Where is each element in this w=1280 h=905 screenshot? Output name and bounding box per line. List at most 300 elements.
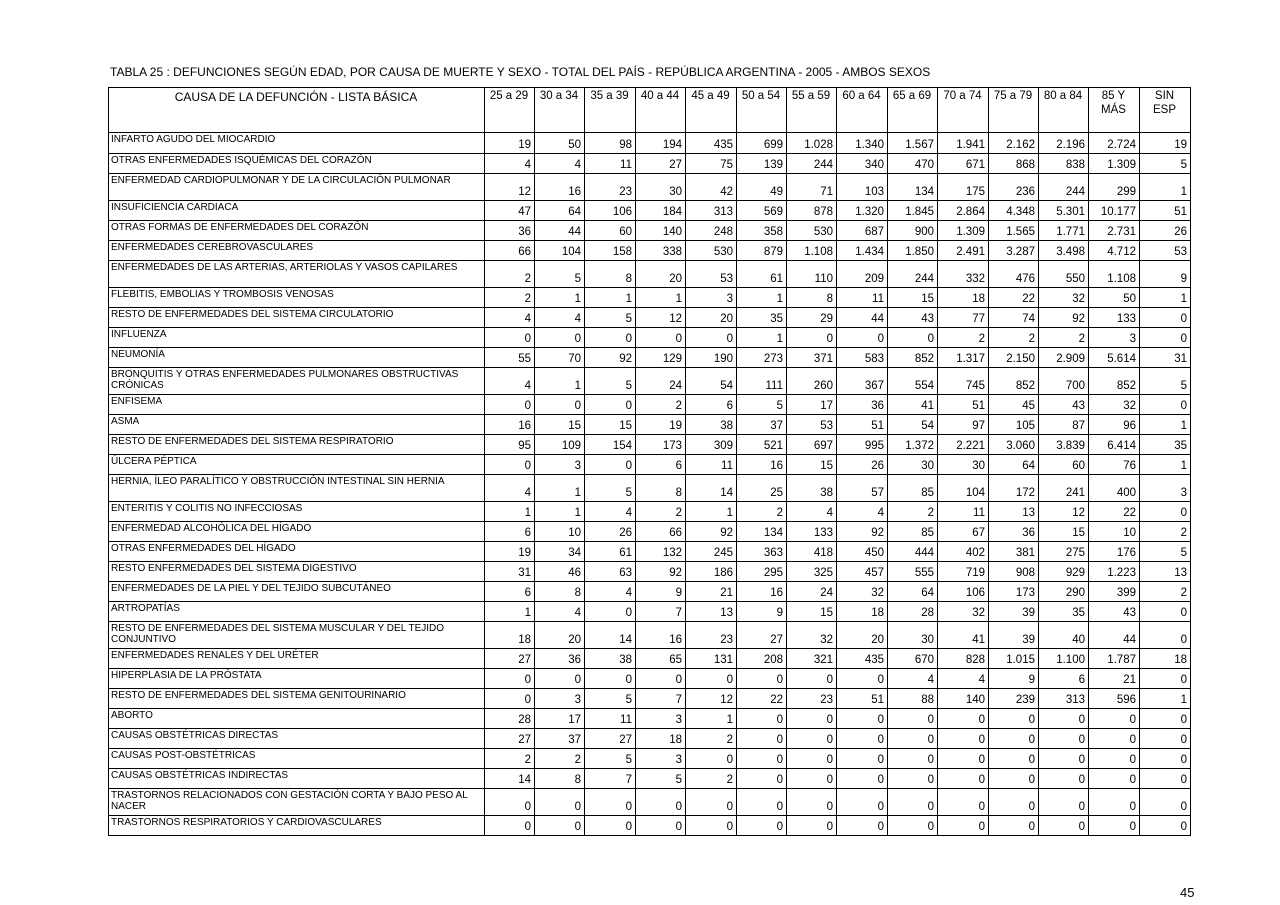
table-row (109, 649, 1191, 669)
value-cell: 0 (1140, 789, 1191, 816)
value-cell: 0 (585, 395, 636, 415)
value-cell: 27 (737, 622, 787, 649)
value-cell: 15 (888, 288, 938, 308)
value-cell: 0 (1089, 769, 1140, 789)
value-cell: 54 (888, 415, 938, 435)
value-cell: 1 (1140, 415, 1191, 435)
table-row (109, 395, 1191, 415)
value-cell: 470 (888, 154, 938, 174)
value-cell: 96 (1089, 415, 1140, 435)
value-cell: 0 (938, 729, 989, 749)
table-row (109, 542, 1191, 562)
value-cell: 39 (989, 622, 1039, 649)
value-cell: 0 (989, 769, 1039, 789)
column-header: 30 a 34 (535, 88, 585, 133)
column-header: 85 Y MÁS (1089, 88, 1140, 133)
value-cell: 34 (535, 542, 585, 562)
value-cell: 868 (989, 154, 1039, 174)
value-cell: 2 (485, 261, 535, 288)
value-cell: 1 (535, 288, 585, 308)
value-cell: 0 (787, 729, 837, 749)
value-cell: 53 (787, 415, 837, 435)
value-cell: 9 (989, 669, 1039, 689)
value-cell: 109 (535, 435, 585, 455)
value-cell: 6 (686, 395, 737, 415)
value-cell: 671 (938, 154, 989, 174)
value-cell: 275 (1039, 542, 1089, 562)
value-cell: 30 (888, 622, 938, 649)
value-cell: 1 (737, 288, 787, 308)
value-cell: 208 (737, 649, 787, 669)
value-cell: 1.340 (837, 133, 888, 154)
value-cell: 23 (787, 689, 837, 709)
value-cell: 0 (1140, 502, 1191, 522)
value-cell: 550 (1039, 261, 1089, 288)
value-cell: 20 (837, 622, 888, 649)
value-cell: 18 (938, 288, 989, 308)
value-cell: 3.498 (1039, 241, 1089, 261)
value-cell: 36 (989, 522, 1039, 542)
value-cell: 521 (737, 435, 787, 455)
value-cell: 241 (1039, 475, 1089, 502)
value-cell: 10 (535, 522, 585, 542)
table-row (109, 174, 1191, 201)
value-cell: 239 (989, 689, 1039, 709)
value-cell: 2 (888, 502, 938, 522)
cause-cell: INSUFICIENCIA CARDIACA (109, 201, 485, 221)
value-cell: 321 (787, 649, 837, 669)
value-cell: 6.414 (1089, 435, 1140, 455)
value-cell: 70 (535, 348, 585, 368)
cause-cell: ENFERMEDADES RENALES Y DEL URÉTER (109, 649, 485, 669)
value-cell: 15 (1039, 522, 1089, 542)
value-cell: 4.348 (989, 201, 1039, 221)
value-cell: 49 (737, 174, 787, 201)
value-cell: 27 (485, 729, 535, 749)
value-cell: 158 (585, 241, 636, 261)
value-cell: 12 (636, 308, 686, 328)
value-cell: 2.724 (1089, 133, 1140, 154)
cause-column-header: CAUSA DE LA DEFUNCIÓN - LISTA BÁSICA (109, 88, 485, 133)
value-cell: 14 (686, 475, 737, 502)
table-row (109, 308, 1191, 328)
value-cell: 0 (1140, 816, 1191, 836)
value-cell: 399 (1089, 582, 1140, 602)
column-header: 80 a 84 (1039, 88, 1089, 133)
value-cell: 1 (737, 328, 787, 348)
value-cell: 908 (989, 562, 1039, 582)
value-cell: 16 (485, 415, 535, 435)
value-cell: 209 (837, 261, 888, 288)
value-cell: 110 (787, 261, 837, 288)
value-cell: 444 (888, 542, 938, 562)
value-cell: 338 (636, 241, 686, 261)
value-cell: 1.309 (938, 221, 989, 241)
value-cell: 140 (938, 689, 989, 709)
value-cell: 60 (1039, 455, 1089, 475)
value-cell: 1 (1140, 689, 1191, 709)
column-header: 75 a 79 (989, 88, 1039, 133)
value-cell: 0 (686, 816, 737, 836)
value-cell: 0 (737, 816, 787, 836)
value-cell: 184 (636, 201, 686, 221)
value-cell: 3 (686, 288, 737, 308)
value-cell: 2 (485, 288, 535, 308)
table-row (109, 789, 1191, 816)
value-cell: 929 (1039, 562, 1089, 582)
value-cell: 1 (585, 288, 636, 308)
value-cell: 5 (585, 308, 636, 328)
cause-cell: INFLUENZA (109, 328, 485, 348)
table-row (109, 133, 1191, 154)
value-cell: 0 (1140, 622, 1191, 649)
value-cell: 104 (938, 475, 989, 502)
value-cell: 1.372 (888, 435, 938, 455)
value-cell: 1.309 (1089, 154, 1140, 174)
value-cell: 32 (837, 582, 888, 602)
value-cell: 363 (737, 542, 787, 562)
column-header: 25 a 29 (485, 88, 535, 133)
value-cell: 0 (585, 789, 636, 816)
value-cell: 134 (888, 174, 938, 201)
value-cell: 22 (1089, 502, 1140, 522)
value-cell: 106 (938, 582, 989, 602)
value-cell: 5 (737, 395, 787, 415)
table-row (109, 241, 1191, 261)
value-cell: 111 (737, 368, 787, 395)
value-cell: 1.028 (787, 133, 837, 154)
column-header: 70 a 74 (938, 88, 989, 133)
value-cell: 1.317 (938, 348, 989, 368)
value-cell: 6 (1039, 669, 1089, 689)
value-cell: 719 (938, 562, 989, 582)
value-cell: 245 (686, 542, 737, 562)
table-row (109, 729, 1191, 749)
value-cell: 244 (888, 261, 938, 288)
value-cell: 5 (585, 475, 636, 502)
value-cell: 0 (787, 709, 837, 729)
value-cell: 13 (686, 602, 737, 622)
value-cell: 1.223 (1089, 562, 1140, 582)
value-cell: 5 (585, 749, 636, 769)
value-cell: 51 (1140, 201, 1191, 221)
value-cell: 2 (989, 328, 1039, 348)
value-cell: 26 (1140, 221, 1191, 241)
value-cell: 51 (938, 395, 989, 415)
value-cell: 3 (1140, 475, 1191, 502)
value-cell: 103 (837, 174, 888, 201)
column-header: 40 a 44 (636, 88, 686, 133)
value-cell: 0 (1039, 816, 1089, 836)
table-row (109, 769, 1191, 789)
value-cell: 879 (737, 241, 787, 261)
value-cell: 133 (1089, 308, 1140, 328)
value-cell: 16 (636, 622, 686, 649)
value-cell: 4 (535, 308, 585, 328)
value-cell: 66 (485, 241, 535, 261)
cause-cell: ENFISEMA (109, 395, 485, 415)
table-row (109, 669, 1191, 689)
table-row (109, 348, 1191, 368)
value-cell: 2.162 (989, 133, 1039, 154)
value-cell: 0 (1039, 749, 1089, 769)
value-cell: 173 (989, 582, 1039, 602)
value-cell: 745 (938, 368, 989, 395)
value-cell: 19 (636, 415, 686, 435)
cause-cell: ABORTO (109, 709, 485, 729)
table-title: TABLA 25 : DEFUNCIONES SEGÚN EDAD, POR CAUSA DE MUERTE Y SEXO - TOTAL DEL PAÍS - REPÚBLICA ARGENTINA - 2005 - AMBOS SEXOS (110, 65, 931, 79)
value-cell: 23 (585, 174, 636, 201)
value-cell: 0 (535, 789, 585, 816)
value-cell: 45 (989, 395, 1039, 415)
value-cell: 14 (585, 622, 636, 649)
cause-cell: TRASTORNOS RELACIONADOS CON GESTACIÓN CORTA Y BAJO PESO AL NACER (109, 789, 485, 816)
value-cell: 476 (989, 261, 1039, 288)
value-cell: 6 (636, 455, 686, 475)
cause-cell: CAUSAS OBSTÉTRICAS DIRECTAS (109, 729, 485, 749)
value-cell: 24 (787, 582, 837, 602)
value-cell: 1 (636, 288, 686, 308)
value-cell: 27 (636, 154, 686, 174)
value-cell: 7 (585, 769, 636, 789)
value-cell: 11 (938, 502, 989, 522)
value-cell: 0 (1140, 602, 1191, 622)
value-cell: 0 (535, 816, 585, 836)
value-cell: 0 (989, 816, 1039, 836)
table-row (109, 602, 1191, 622)
value-cell: 418 (787, 542, 837, 562)
value-cell: 64 (888, 582, 938, 602)
value-cell: 0 (1089, 729, 1140, 749)
value-cell: 1.845 (888, 201, 938, 221)
value-cell: 0 (585, 669, 636, 689)
value-cell: 0 (1140, 669, 1191, 689)
value-cell: 5 (1140, 368, 1191, 395)
value-cell: 32 (1089, 395, 1140, 415)
value-cell: 0 (787, 769, 837, 789)
value-cell: 1.108 (1089, 261, 1140, 288)
value-cell: 194 (636, 133, 686, 154)
table-row (109, 154, 1191, 174)
value-cell: 0 (888, 789, 938, 816)
value-cell: 30 (888, 455, 938, 475)
value-cell: 75 (686, 154, 737, 174)
value-cell: 313 (686, 201, 737, 221)
value-cell: 554 (888, 368, 938, 395)
value-cell: 1.567 (888, 133, 938, 154)
value-cell: 190 (686, 348, 737, 368)
value-cell: 1.108 (787, 241, 837, 261)
value-cell: 1.434 (837, 241, 888, 261)
value-cell: 1 (485, 502, 535, 522)
value-cell: 0 (938, 816, 989, 836)
value-cell: 290 (1039, 582, 1089, 602)
value-cell: 5 (585, 368, 636, 395)
value-cell: 15 (787, 455, 837, 475)
value-cell: 569 (737, 201, 787, 221)
value-cell: 2.731 (1089, 221, 1140, 241)
value-cell: 12 (485, 174, 535, 201)
value-cell: 8 (636, 475, 686, 502)
value-cell: 0 (837, 816, 888, 836)
cause-cell: OTRAS ENFERMEDADES DEL HÍGADO (109, 542, 485, 562)
value-cell: 4 (837, 502, 888, 522)
value-cell: 0 (737, 669, 787, 689)
value-cell: 0 (485, 328, 535, 348)
value-cell: 0 (888, 729, 938, 749)
value-cell: 36 (535, 649, 585, 669)
value-cell: 3 (636, 749, 686, 769)
value-cell: 1 (686, 709, 737, 729)
value-cell: 20 (636, 261, 686, 288)
value-cell: 38 (585, 649, 636, 669)
value-cell: 11 (837, 288, 888, 308)
value-cell: 2 (535, 749, 585, 769)
cause-cell: ARTROPATÍAS (109, 602, 485, 622)
cause-cell: ENTERITIS Y COLITIS NO INFECCIOSAS (109, 502, 485, 522)
column-header: 55 a 59 (787, 88, 837, 133)
value-cell: 1 (535, 502, 585, 522)
value-cell: 0 (737, 709, 787, 729)
value-cell: 41 (888, 395, 938, 415)
table-row (109, 288, 1191, 308)
column-header: 45 a 49 (686, 88, 737, 133)
value-cell: 76 (1089, 455, 1140, 475)
value-cell: 0 (888, 709, 938, 729)
value-cell: 36 (485, 221, 535, 241)
value-cell: 0 (837, 729, 888, 749)
value-cell: 65 (636, 649, 686, 669)
value-cell: 18 (1140, 649, 1191, 669)
value-cell: 35 (737, 308, 787, 328)
value-cell: 4 (485, 368, 535, 395)
value-cell: 17 (535, 709, 585, 729)
value-cell: 176 (1089, 542, 1140, 562)
value-cell: 0 (686, 669, 737, 689)
value-cell: 37 (737, 415, 787, 435)
value-cell: 309 (686, 435, 737, 455)
value-cell: 2 (636, 502, 686, 522)
value-cell: 0 (636, 328, 686, 348)
value-cell: 16 (737, 455, 787, 475)
value-cell: 0 (585, 602, 636, 622)
value-cell: 1.771 (1039, 221, 1089, 241)
value-cell: 0 (787, 789, 837, 816)
value-cell: 35 (1140, 435, 1191, 455)
table-row (109, 261, 1191, 288)
value-cell: 92 (837, 522, 888, 542)
value-cell: 1 (1140, 288, 1191, 308)
value-cell: 0 (636, 816, 686, 836)
value-cell: 21 (1089, 669, 1140, 689)
value-cell: 4 (485, 308, 535, 328)
value-cell: 64 (989, 455, 1039, 475)
value-cell: 236 (989, 174, 1039, 201)
value-cell: 4.712 (1089, 241, 1140, 261)
value-cell: 555 (888, 562, 938, 582)
value-cell: 2.150 (989, 348, 1039, 368)
value-cell: 0 (837, 669, 888, 689)
value-cell: 0 (938, 749, 989, 769)
value-cell: 21 (686, 582, 737, 602)
value-cell: 1 (1140, 174, 1191, 201)
value-cell: 46 (535, 562, 585, 582)
table-row (109, 435, 1191, 455)
value-cell: 106 (585, 201, 636, 221)
value-cell: 95 (485, 435, 535, 455)
value-cell: 1 (535, 475, 585, 502)
cause-cell: ÚLCERA PÉPTICA (109, 455, 485, 475)
value-cell: 0 (1140, 749, 1191, 769)
value-cell: 402 (938, 542, 989, 562)
value-cell: 16 (737, 582, 787, 602)
value-cell: 54 (686, 368, 737, 395)
value-cell: 133 (787, 522, 837, 542)
value-cell: 4 (585, 502, 636, 522)
value-cell: 2 (1140, 522, 1191, 542)
value-cell: 39 (989, 602, 1039, 622)
table-row (109, 328, 1191, 348)
value-cell: 51 (837, 689, 888, 709)
value-cell: 6 (485, 522, 535, 542)
table-row (109, 415, 1191, 435)
table-row (109, 455, 1191, 475)
value-cell: 154 (585, 435, 636, 455)
cause-cell: BRONQUITIS Y OTRAS ENFERMEDADES PULMONARES OBSTRUCTIVAS CRÓNICAS (109, 368, 485, 395)
value-cell: 0 (737, 769, 787, 789)
value-cell: 5 (585, 689, 636, 709)
cause-cell: TRASTORNOS RESPIRATORIOS Y CARDIOVASCULARES (109, 816, 485, 836)
value-cell: 0 (485, 455, 535, 475)
value-cell: 244 (787, 154, 837, 174)
value-cell: 0 (737, 729, 787, 749)
table-row (109, 689, 1191, 709)
value-cell: 435 (837, 649, 888, 669)
cause-cell: NEUMONÍA (109, 348, 485, 368)
value-cell: 5 (1140, 542, 1191, 562)
value-cell: 0 (787, 816, 837, 836)
value-cell: 5 (1140, 154, 1191, 174)
value-cell: 0 (787, 749, 837, 769)
cause-cell: OTRAS FORMAS DE ENFERMEDADES DEL CORAZÓN (109, 221, 485, 241)
value-cell: 13 (1140, 562, 1191, 582)
value-cell: 0 (485, 689, 535, 709)
value-cell: 1.850 (888, 241, 938, 261)
value-cell: 27 (585, 729, 636, 749)
table-row (109, 475, 1191, 502)
cause-cell: ENFERMEDAD ALCOHÓLICA DEL HÍGADO (109, 522, 485, 542)
value-cell: 22 (737, 689, 787, 709)
value-cell: 0 (989, 789, 1039, 816)
value-cell: 18 (485, 622, 535, 649)
value-cell: 1.941 (938, 133, 989, 154)
value-cell: 699 (737, 133, 787, 154)
value-cell: 44 (535, 221, 585, 241)
value-cell: 31 (1140, 348, 1191, 368)
value-cell: 0 (888, 749, 938, 769)
column-header: 65 a 69 (888, 88, 938, 133)
cause-cell: ENFERMEDAD CARDIOPULMONAR Y DE LA CIRCULACIÓN PULMONAR (109, 174, 485, 201)
value-cell: 18 (636, 729, 686, 749)
value-cell: 0 (636, 789, 686, 816)
value-cell: 0 (1140, 729, 1191, 749)
cause-cell: ENFERMEDADES CEREBROVASCULARES (109, 241, 485, 261)
value-cell: 0 (1089, 789, 1140, 816)
value-cell: 2 (1039, 328, 1089, 348)
value-cell: 450 (837, 542, 888, 562)
header-row (109, 88, 1191, 133)
value-cell: 139 (737, 154, 787, 174)
